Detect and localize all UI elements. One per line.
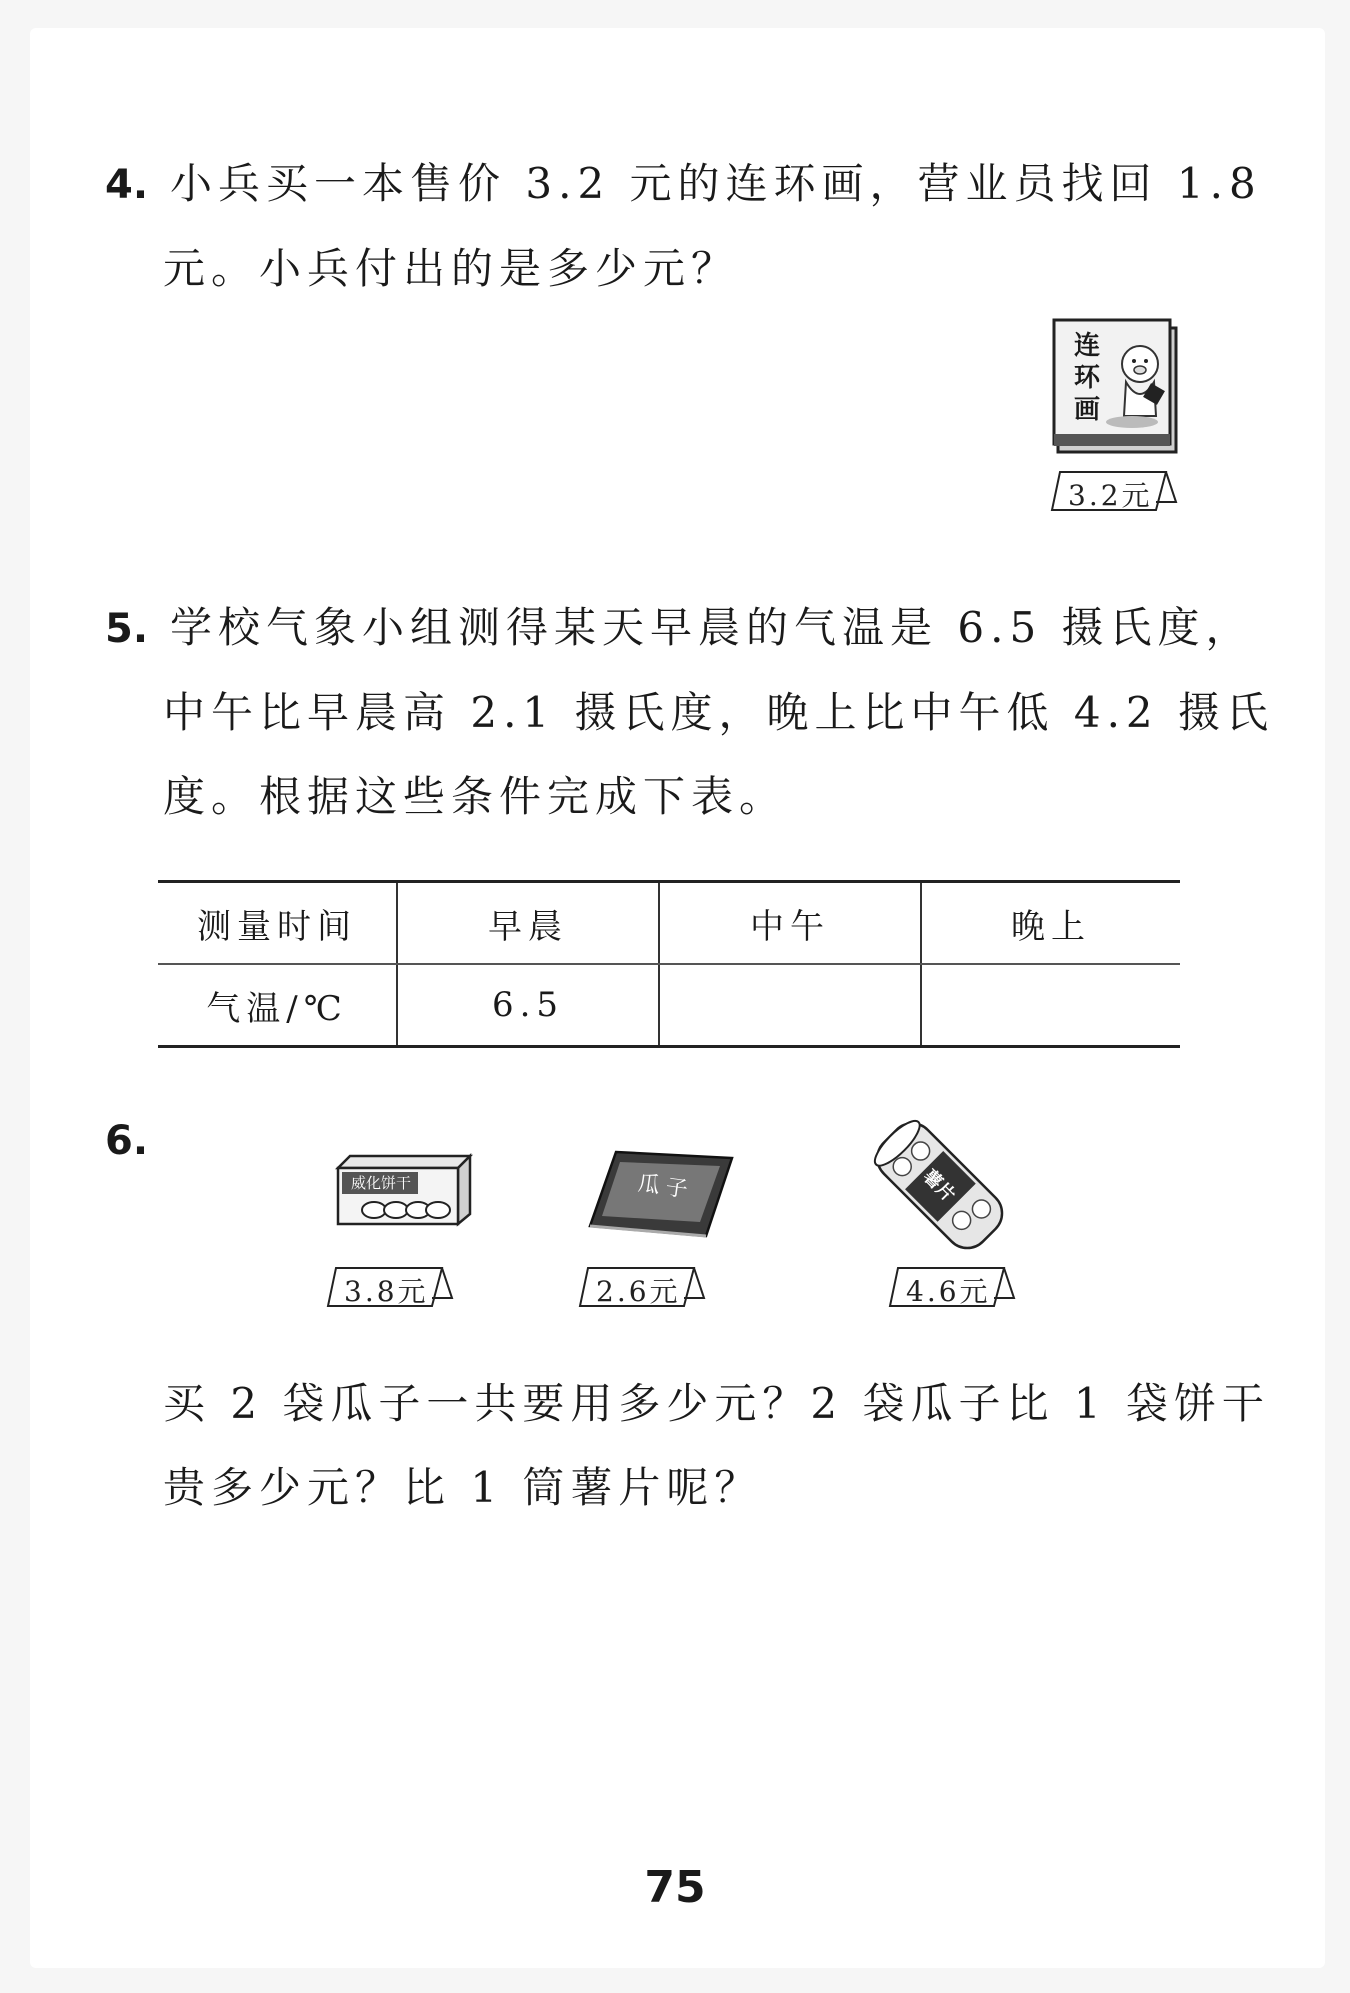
price-tag-biscuit [326,1266,456,1308]
table-cell-blank[interactable] [659,964,921,1047]
question-5 [105,586,1274,839]
question-5-text-1: 学校气象小组测得某天早晨的气温是 6.5 摄氏度， [170,603,1254,652]
question-number: 4. [105,162,149,208]
question-4-line-1 [105,142,1262,227]
table-header-cell: 晚上 [921,882,1180,965]
book-title-char: 环 [1073,363,1100,393]
question-5-line-3: 度。根据这些条件完成下表。 [163,772,788,821]
question-4-line-2: 元。小兵付出的是多少元？ [163,244,740,293]
question-6-text [105,1362,1270,1530]
table-header-cell: 测量时间 [158,882,397,965]
book-title [1070,330,1104,426]
table-row [158,964,1180,1047]
price-label: 4.6元 [906,1275,991,1308]
question-5-line-1 [105,586,1254,671]
price-label: 3.8元 [344,1275,429,1308]
price-tag-chips [888,1266,1018,1308]
question-6-line-1: 买 2 袋瓜子一共要用多少元？2 袋瓜子比 1 袋饼干 [163,1379,1270,1428]
table-header-cell: 中午 [659,882,921,965]
chips-can-image [868,1112,1010,1258]
price-label: 3.2元 [1068,479,1153,512]
table-cell-blank[interactable] [921,964,1180,1047]
table-cell: 6.5 [397,964,659,1047]
price-label: 2.6元 [596,1275,681,1308]
book-title-char: 画 [1073,395,1100,425]
table-cell: 气温/℃ [158,964,397,1047]
question-number: 5. [105,606,149,652]
question-4-text-1: 小兵买一本售价 3.2 元的连环画，营业员找回 1.8 [170,159,1262,208]
book-title-char: 连 [1073,331,1100,361]
question-number: 6. [105,1118,149,1164]
question-6-line-2: 贵多少元？比 1 筒薯片呢？ [163,1463,763,1512]
page-number: 75 [644,1862,706,1913]
comic-book-image [1052,316,1180,456]
table-header-cell: 早晨 [397,882,659,965]
price-tag-seeds [578,1266,708,1308]
question-5-line-2: 中午比早晨高 2.1 摄氏度，晚上比中午低 4.2 摄氏 [163,688,1274,737]
biscuit-box-image [334,1152,474,1228]
question-4 [105,142,1262,311]
table-header-row [158,882,1180,965]
seeds-bag-image [586,1148,734,1240]
temperature-table [158,880,1180,1048]
biscuit-label: 威化饼干 [350,1174,411,1192]
chips-label: 薯片 [918,1165,960,1207]
price-tag-comic [1050,470,1180,512]
seeds-label: 瓜子 [636,1171,696,1204]
